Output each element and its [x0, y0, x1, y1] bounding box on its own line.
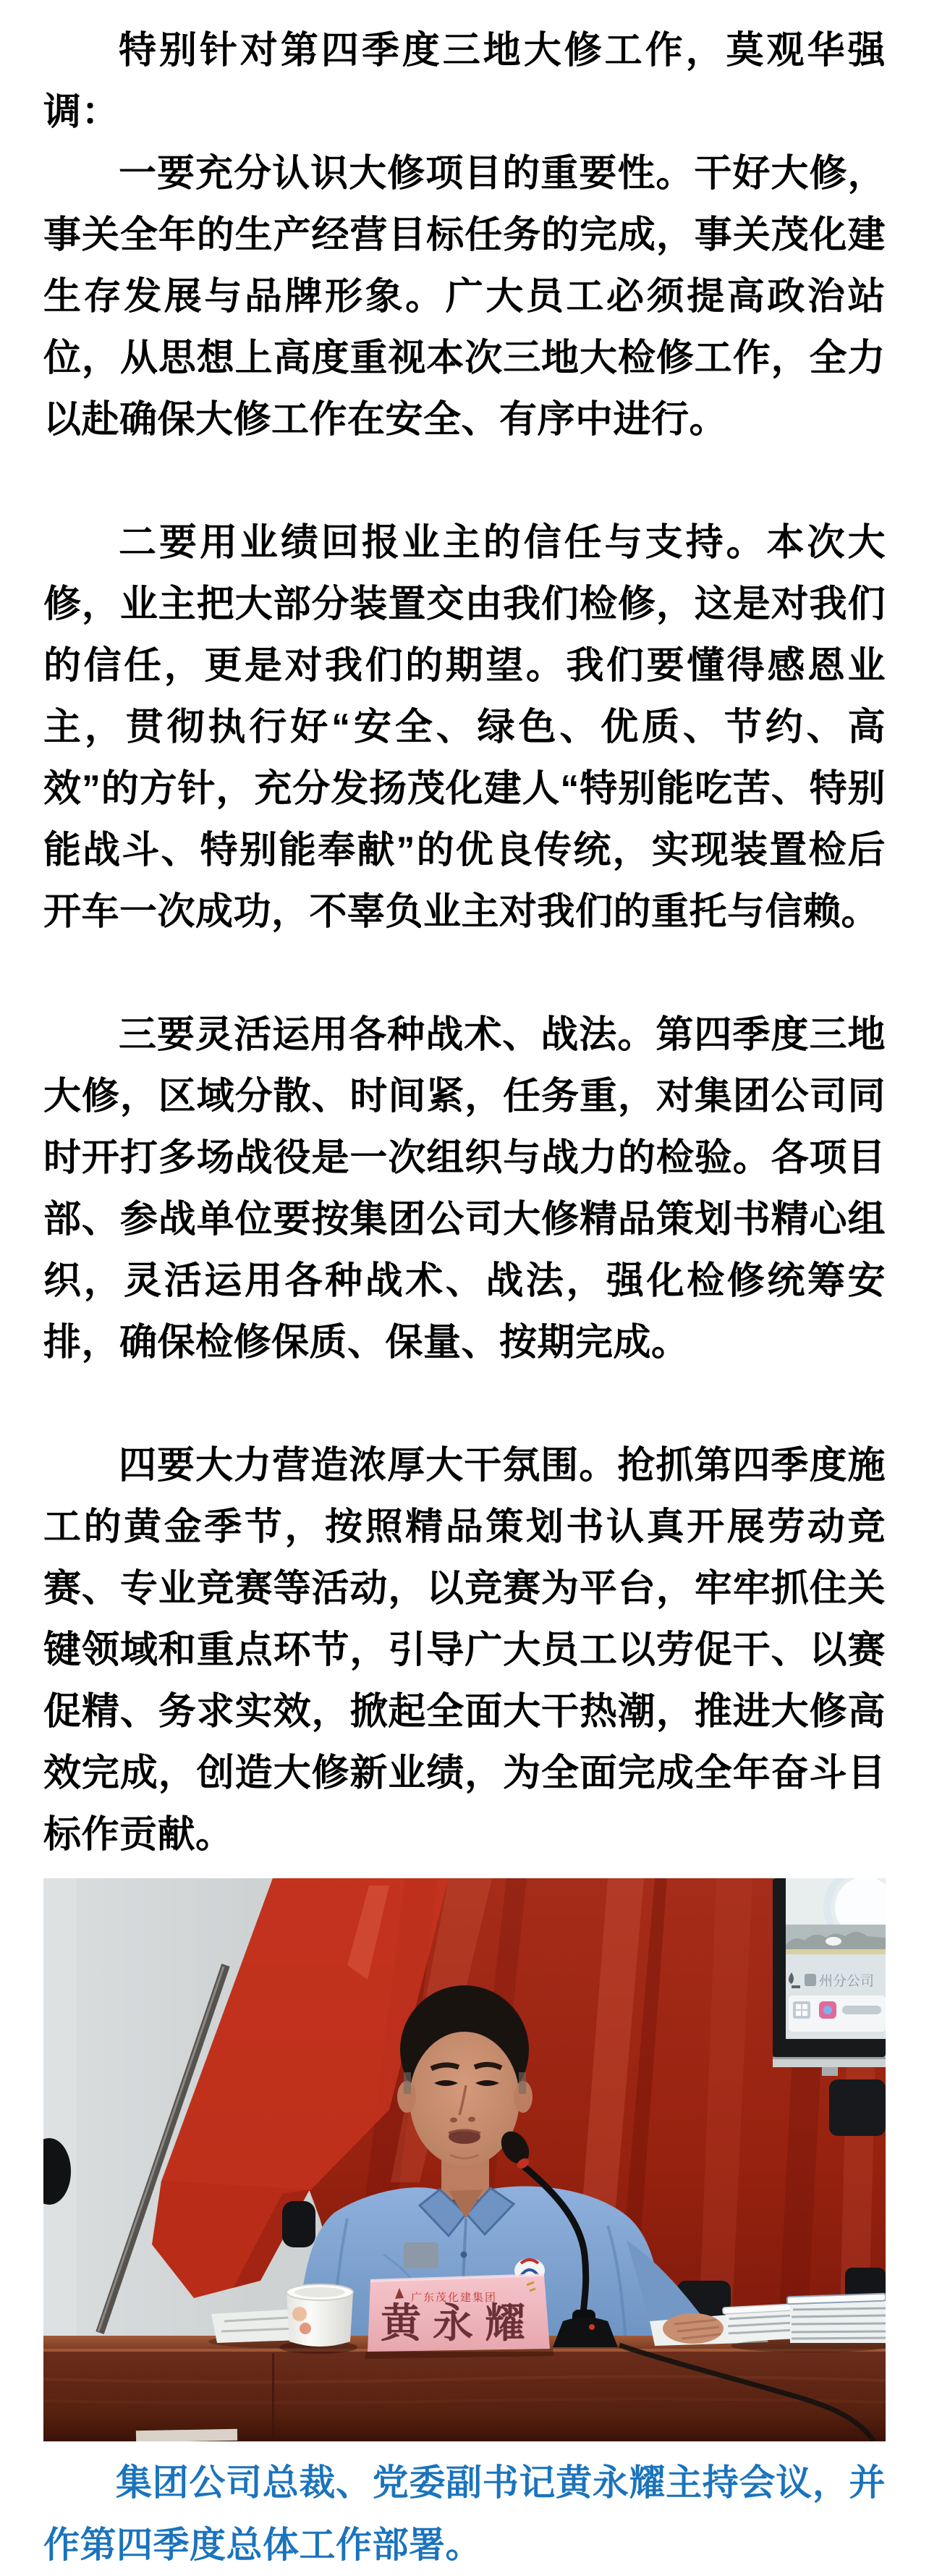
- windows-logo-icon: [793, 2001, 810, 2019]
- body-paragraph: 特别针对第四季度三地大修工作，莫观华强调：: [43, 30, 886, 133]
- photos-app-icon: [819, 2001, 836, 2019]
- name-placard: [365, 2275, 554, 2359]
- body-paragraph: 二要用业绩回报业主的信任与支持。本次大修，业主把大部分装置交由我们检修，这是对我们的信任，更是对我们的期望。我们要懂得感恩业主，贯彻执行好“安全、绿色、优质、节约、高效”的方针，充分发扬茂化建人“特别能吃苦、特别能战斗、特别能奉献”的优良传统，实现装置检后开车一次成功，不辜负业主对我们的重托与信赖。: [43, 522, 886, 933]
- meeting-photo: [43, 1878, 886, 2441]
- paper-on-floor: [136, 2429, 237, 2441]
- screen-taskbar: [789, 1996, 886, 2032]
- screen-company-text: 州分公司: [819, 1974, 875, 1989]
- white-mug: [279, 2284, 357, 2354]
- body-paragraph: 四要大力营造浓厚大干氛围。抢抓第四季度施工的黄金季节，按照精品策划书认真开展劳动竞赛、专业竞赛等活动，以竞赛为平台，牢牢抓住关键领域和重点环节，引导广大员工以劳促干、以赛促精、务求实效，掀起全面大干热潮，推进大修高效完成，创造大修新业绩，为全面完成全年奋斗目标作贡献。: [43, 1445, 886, 1856]
- projection-screen: [773, 1878, 886, 2076]
- chest-pocket-item: [404, 2242, 438, 2268]
- body-paragraph: 三要灵活运用各种战术、战法。第四季度三地大修，区域分散、时间紧，任务重，对集团公司同时开打多场战役是一次组织与战力的检验。各项目部、参战单位要按集团公司大修精品策划书精心组织，灵活运用各种战术、战法，强化检修统筹安排，确保检修保质、保量、按期完成。: [43, 1014, 886, 1364]
- placard-name-text: 黄永耀: [381, 2302, 537, 2347]
- photo-caption: 集团公司总裁、党委副书记黄永耀主持会议，并作第四季度总体工作部署。: [43, 2462, 886, 2565]
- body-paragraph: 一要充分认识大修项目的重要性。干好大修，事关全年的生产经营目标任务的完成，事关茂化建生存发展与品牌形象。广大员工必须提高政治站位，从思想上高度重视本次三地大检修工作，全力以赴确保大修工作在安全、有序中进行。: [43, 153, 886, 441]
- placard-org-text: 广东茂化建集团: [411, 2292, 498, 2304]
